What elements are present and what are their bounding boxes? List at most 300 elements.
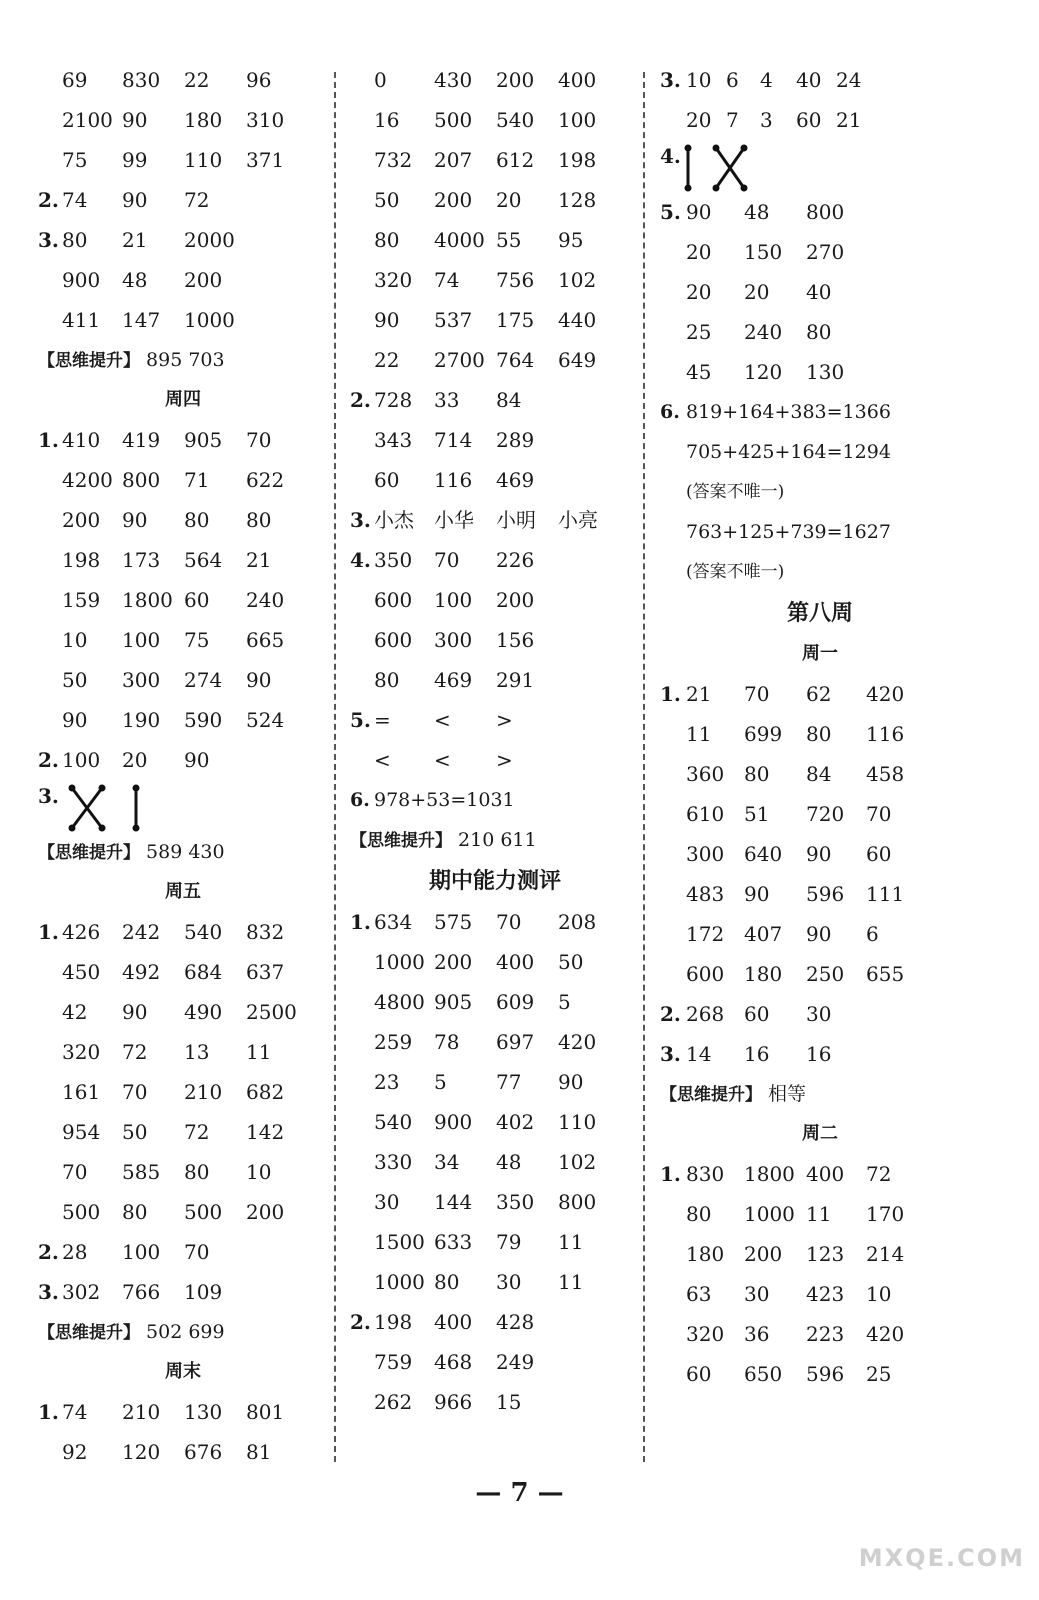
question-number: 6. bbox=[350, 789, 370, 811]
answer-value: 21 bbox=[686, 682, 712, 706]
answer-value: 80 bbox=[806, 722, 832, 746]
answer-row bbox=[350, 340, 640, 380]
question-number: 5. bbox=[350, 708, 371, 732]
answer-value: 80 bbox=[246, 508, 272, 532]
answer-value: 120 bbox=[744, 360, 783, 384]
answer-value: 10 bbox=[686, 68, 712, 92]
answer-value: 22 bbox=[184, 68, 210, 92]
answer-value: 180 bbox=[744, 962, 783, 986]
answer-value: 426 bbox=[62, 920, 101, 944]
answer-value: 33 bbox=[434, 388, 460, 412]
answer-value: 62 bbox=[806, 682, 832, 706]
section-heading: 第八周 bbox=[786, 600, 853, 626]
answer-value: 600 bbox=[374, 628, 413, 652]
answer-value: 100 bbox=[62, 748, 101, 772]
equation-row bbox=[660, 512, 980, 552]
answer-value: 400 bbox=[806, 1162, 845, 1186]
answer-value: 223 bbox=[806, 1322, 845, 1346]
answer-value: 249 bbox=[496, 1350, 535, 1374]
equation-text: 705+425+164=1294 bbox=[686, 441, 891, 463]
answer-value: 81 bbox=[246, 1440, 272, 1464]
answer-value: 2000 bbox=[184, 228, 235, 252]
answer-row bbox=[38, 1192, 328, 1232]
answer-row bbox=[38, 220, 328, 260]
answer-value: 24 bbox=[836, 68, 862, 92]
answer-value: 60 bbox=[184, 588, 210, 612]
day-heading: 周一 bbox=[802, 643, 838, 664]
answer-value: 300 bbox=[434, 628, 473, 652]
answer-value: 900 bbox=[62, 268, 101, 292]
answer-value: 20 bbox=[686, 240, 712, 264]
answer-value: 291 bbox=[496, 668, 535, 692]
answer-value: 156 bbox=[496, 628, 535, 652]
equation-text: 819+164+383=1366 bbox=[686, 401, 891, 423]
answer-value: 100 bbox=[122, 1240, 161, 1264]
answer-value: 714 bbox=[434, 428, 473, 452]
answer-value: 84 bbox=[806, 762, 832, 786]
answer-row bbox=[38, 740, 328, 780]
answer-row bbox=[660, 272, 980, 312]
answer-value: 419 bbox=[122, 428, 161, 452]
answer-column-3 bbox=[660, 60, 980, 1394]
answer-value: < bbox=[434, 748, 451, 772]
answer-row bbox=[350, 60, 640, 100]
answer-value: 540 bbox=[496, 108, 535, 132]
thinking-boost-tag: 【思维提升】 bbox=[350, 831, 452, 851]
answer-value: 48 bbox=[122, 268, 148, 292]
answer-value: 343 bbox=[374, 428, 413, 452]
answer-row bbox=[660, 954, 980, 994]
answer-value: 60 bbox=[796, 108, 822, 132]
answer-value: 242 bbox=[122, 920, 161, 944]
answer-value: 78 bbox=[434, 1030, 460, 1054]
thinking-boost-answer bbox=[38, 340, 328, 380]
answer-value: 210 bbox=[184, 1080, 223, 1104]
answer-value: 682 bbox=[246, 1080, 285, 1104]
answer-row bbox=[350, 300, 640, 340]
answer-value: 90 bbox=[122, 108, 148, 132]
answer-value: 小杰 bbox=[374, 508, 414, 532]
answer-value: 50 bbox=[374, 188, 400, 212]
answer-value: 830 bbox=[122, 68, 161, 92]
answer-value: 259 bbox=[374, 1030, 413, 1054]
answer-value: 240 bbox=[744, 320, 783, 344]
answer-value: 210 bbox=[122, 1400, 161, 1424]
answer-value: 575 bbox=[434, 910, 473, 934]
answer-value: 423 bbox=[806, 1282, 845, 1306]
answer-value: 70 bbox=[122, 1080, 148, 1104]
answer-value: 90 bbox=[62, 708, 88, 732]
answer-value: 966 bbox=[434, 1390, 473, 1414]
answer-value: 207 bbox=[434, 148, 473, 172]
answer-value: 90 bbox=[806, 922, 832, 946]
answer-value: 756 bbox=[496, 268, 535, 292]
answer-value: 612 bbox=[496, 148, 535, 172]
answer-row bbox=[38, 1032, 328, 1072]
answer-value: 420 bbox=[558, 1030, 597, 1054]
answer-value: 92 bbox=[62, 1440, 88, 1464]
answer-row bbox=[350, 500, 640, 540]
answer-value: 400 bbox=[496, 950, 535, 974]
answer-value: 468 bbox=[434, 1350, 473, 1374]
question-number: 2. bbox=[350, 1310, 371, 1334]
answer-value: 20 bbox=[686, 280, 712, 304]
day-heading: 周四 bbox=[165, 389, 201, 410]
answer-value: 161 bbox=[62, 1080, 101, 1104]
answer-value: 759 bbox=[374, 1350, 413, 1374]
answer-value: 800 bbox=[806, 200, 845, 224]
equation-row bbox=[660, 392, 980, 432]
answer-value: 25 bbox=[866, 1362, 892, 1386]
answer-value: 2500 bbox=[246, 1000, 297, 1024]
answer-value: 90 bbox=[246, 668, 272, 692]
answer-value: 400 bbox=[558, 68, 597, 92]
question-number: 3. bbox=[350, 508, 371, 532]
answer-value: 90 bbox=[686, 200, 712, 224]
answer-value: 650 bbox=[744, 1362, 783, 1386]
answer-row bbox=[38, 260, 328, 300]
thinking-boost-tag: 【思维提升】 bbox=[38, 843, 140, 863]
answer-row bbox=[350, 140, 640, 180]
answer-value: 458 bbox=[866, 762, 905, 786]
answer-row bbox=[660, 834, 980, 874]
answer-value: 1500 bbox=[374, 1230, 425, 1254]
answer-row bbox=[38, 420, 328, 460]
answer-value: 60 bbox=[374, 468, 400, 492]
answer-row bbox=[350, 180, 640, 220]
answer-value: 1000 bbox=[184, 308, 235, 332]
answer-row bbox=[350, 902, 640, 942]
answer-value: 490 bbox=[184, 1000, 223, 1024]
equation-row bbox=[660, 432, 980, 472]
answer-value: 500 bbox=[62, 1200, 101, 1224]
answer-value: 70 bbox=[246, 428, 272, 452]
answer-value: 55 bbox=[496, 228, 522, 252]
answer-value: 123 bbox=[806, 1242, 845, 1266]
answer-value: 637 bbox=[246, 960, 285, 984]
answer-row bbox=[38, 912, 328, 952]
answer-row bbox=[350, 1022, 640, 1062]
answer-value: 676 bbox=[184, 1440, 223, 1464]
answer-value: 1000 bbox=[744, 1202, 795, 1226]
answer-row bbox=[660, 312, 980, 352]
answer-value: 72 bbox=[866, 1162, 892, 1186]
answer-row bbox=[350, 1142, 640, 1182]
answer-value: 90 bbox=[558, 1070, 584, 1094]
thinking-boost-tag: 【思维提升】 bbox=[660, 1085, 762, 1105]
answer-value: 180 bbox=[686, 1242, 725, 1266]
answer-value: 20 bbox=[686, 108, 712, 132]
answer-row bbox=[660, 1034, 980, 1074]
answer-value: 5 bbox=[558, 990, 571, 1014]
matching-lines-icon bbox=[682, 144, 792, 192]
answer-value: 109 bbox=[184, 1280, 223, 1304]
answer-value: 492 bbox=[122, 960, 161, 984]
answer-value: 20 bbox=[496, 188, 522, 212]
answer-value: 90 bbox=[122, 1000, 148, 1024]
answer-value: 720 bbox=[806, 802, 845, 826]
answer-value: 50 bbox=[558, 950, 584, 974]
answer-value: 80 bbox=[374, 668, 400, 692]
answer-value: 540 bbox=[184, 920, 223, 944]
answer-value: 30 bbox=[496, 1270, 522, 1294]
answer-row bbox=[660, 1194, 980, 1234]
answer-value: 90 bbox=[122, 508, 148, 532]
answer-value: 0 bbox=[374, 68, 387, 92]
answer-row bbox=[350, 220, 640, 260]
answer-value: 11 bbox=[558, 1270, 584, 1294]
answer-value: 649 bbox=[558, 348, 597, 372]
answer-row bbox=[660, 1354, 980, 1394]
answer-value: 84 bbox=[496, 388, 522, 412]
answer-value: 10 bbox=[246, 1160, 272, 1184]
question-number: 3. bbox=[38, 228, 59, 252]
answer-value: 564 bbox=[184, 548, 223, 572]
question-number: 1. bbox=[38, 428, 59, 452]
answer-value: 100 bbox=[122, 628, 161, 652]
answer-value: 7 bbox=[726, 108, 739, 132]
answer-value: 75 bbox=[62, 148, 88, 172]
answer-value: 407 bbox=[744, 922, 783, 946]
answer-value: 430 bbox=[434, 68, 473, 92]
answer-value: 483 bbox=[686, 882, 725, 906]
answer-value: 622 bbox=[246, 468, 285, 492]
answer-row bbox=[660, 1154, 980, 1194]
answer-value: 111 bbox=[866, 882, 905, 906]
answer-value: 600 bbox=[686, 962, 725, 986]
answer-value: 198 bbox=[62, 548, 101, 572]
equation-row bbox=[350, 780, 640, 820]
answer-value: 40 bbox=[796, 68, 822, 92]
answer-row bbox=[350, 460, 640, 500]
answer-value: 2700 bbox=[434, 348, 485, 372]
answer-value: 440 bbox=[558, 308, 597, 332]
answer-value: 100 bbox=[558, 108, 597, 132]
answer-value: 596 bbox=[806, 1362, 845, 1386]
answer-value: 801 bbox=[246, 1400, 285, 1424]
answer-value: 1800 bbox=[744, 1162, 795, 1186]
thinking-boost-answer bbox=[660, 1074, 980, 1114]
answer-value: 15 bbox=[496, 1390, 522, 1414]
answer-value: 500 bbox=[184, 1200, 223, 1224]
answer-value: 80 bbox=[806, 320, 832, 344]
answer-value: 95 bbox=[558, 228, 584, 252]
answer-row bbox=[38, 660, 328, 700]
answer-value: 954 bbox=[62, 1120, 101, 1144]
answer-row bbox=[38, 952, 328, 992]
answer-row bbox=[38, 500, 328, 540]
answer-value: 48 bbox=[744, 200, 770, 224]
answer-value: 302 bbox=[62, 1280, 101, 1304]
thinking-boost-value: 895 703 bbox=[140, 349, 225, 371]
answer-value: 371 bbox=[246, 148, 285, 172]
answer-value: 732 bbox=[374, 148, 413, 172]
answer-row bbox=[350, 942, 640, 982]
answer-value: 402 bbox=[496, 1110, 535, 1134]
answer-value: 4 bbox=[760, 68, 773, 92]
answer-value: 764 bbox=[496, 348, 535, 372]
question-number: 3. bbox=[38, 1280, 59, 1304]
question-number: 1. bbox=[660, 682, 681, 706]
answer-value: 310 bbox=[246, 108, 285, 132]
thinking-boost-value: 589 430 bbox=[140, 841, 225, 863]
answer-column-1 bbox=[38, 60, 328, 1472]
question-number: 1. bbox=[38, 1400, 59, 1424]
answer-row bbox=[38, 1432, 328, 1472]
question-number: 3. bbox=[660, 68, 681, 92]
question-number: 1. bbox=[350, 910, 371, 934]
answer-value: 728 bbox=[374, 388, 413, 412]
answer-value: 320 bbox=[374, 268, 413, 292]
answer-value: 60 bbox=[686, 1362, 712, 1386]
answer-value: 75 bbox=[184, 628, 210, 652]
answer-value: 537 bbox=[434, 308, 473, 332]
day-heading: 周二 bbox=[802, 1123, 838, 1144]
answer-row bbox=[38, 460, 328, 500]
answer-value: 74 bbox=[434, 268, 460, 292]
answer-value: 小华 bbox=[434, 508, 474, 532]
answer-value: 469 bbox=[496, 468, 535, 492]
answer-row bbox=[350, 1062, 640, 1102]
question-number: 2. bbox=[38, 748, 59, 772]
answer-value: 240 bbox=[246, 588, 285, 612]
answer-row bbox=[350, 1342, 640, 1382]
answer-row bbox=[350, 100, 640, 140]
matching-answer bbox=[660, 140, 980, 192]
answer-value: 270 bbox=[806, 240, 845, 264]
answer-row bbox=[38, 1152, 328, 1192]
answer-value: 10 bbox=[866, 1282, 892, 1306]
answer-value: 20 bbox=[744, 280, 770, 304]
answer-value: < bbox=[374, 748, 391, 772]
answer-value: 289 bbox=[496, 428, 535, 452]
answer-value: 60 bbox=[866, 842, 892, 866]
answer-row bbox=[660, 232, 980, 272]
answer-value: 77 bbox=[496, 1070, 522, 1094]
answer-value: 469 bbox=[434, 668, 473, 692]
answer-value: 36 bbox=[744, 1322, 770, 1346]
answer-value: 2100 bbox=[62, 108, 113, 132]
answer-value: 300 bbox=[686, 842, 725, 866]
answer-row bbox=[350, 740, 640, 780]
answer-value: 320 bbox=[62, 1040, 101, 1064]
answer-value: 25 bbox=[686, 320, 712, 344]
answer-value: 50 bbox=[62, 668, 88, 692]
answer-value: 200 bbox=[496, 68, 535, 92]
answer-value: 63 bbox=[686, 1282, 712, 1306]
answer-value: 90 bbox=[374, 308, 400, 332]
answer-value: = bbox=[374, 708, 391, 732]
answer-value: 小明 bbox=[496, 508, 536, 532]
answer-value: 90 bbox=[806, 842, 832, 866]
answer-value: 600 bbox=[374, 588, 413, 612]
matching-lines-icon bbox=[60, 784, 170, 832]
answer-value: 640 bbox=[744, 842, 783, 866]
answer-row bbox=[38, 700, 328, 740]
answer-value: 13 bbox=[184, 1040, 210, 1064]
answer-value: 262 bbox=[374, 1390, 413, 1414]
answer-value: 72 bbox=[184, 1120, 210, 1144]
answer-value: 585 bbox=[122, 1160, 161, 1184]
answer-value: 80 bbox=[122, 1200, 148, 1224]
answer-value: 200 bbox=[434, 188, 473, 212]
answer-value: 21 bbox=[836, 108, 862, 132]
answer-value: 50 bbox=[122, 1120, 148, 1144]
answer-value: 90 bbox=[744, 882, 770, 906]
answer-value: 411 bbox=[62, 308, 101, 332]
answer-value: 71 bbox=[184, 468, 210, 492]
answer-value: 34 bbox=[434, 1150, 460, 1174]
answer-value: 200 bbox=[496, 588, 535, 612]
answer-value: 665 bbox=[246, 628, 285, 652]
answer-value: 74 bbox=[62, 1400, 88, 1424]
answer-value: 102 bbox=[558, 1150, 597, 1174]
answer-value: 21 bbox=[122, 228, 148, 252]
answer-value: 609 bbox=[496, 990, 535, 1014]
answer-value: 70 bbox=[496, 910, 522, 934]
answer-row bbox=[38, 300, 328, 340]
day-heading: 周末 bbox=[165, 1361, 201, 1382]
answer-value: 90 bbox=[184, 748, 210, 772]
answer-value: 524 bbox=[246, 708, 285, 732]
answer-value: < bbox=[434, 708, 451, 732]
answer-row bbox=[350, 620, 640, 660]
thinking-boost-value: 502 699 bbox=[140, 1321, 225, 1343]
answer-value: 21 bbox=[246, 548, 272, 572]
question-number: 4. bbox=[660, 144, 681, 168]
answer-row bbox=[660, 714, 980, 754]
answer-value: 1000 bbox=[374, 950, 425, 974]
answer-row bbox=[350, 260, 640, 300]
answer-value: 14 bbox=[686, 1042, 712, 1066]
thinking-boost-answer bbox=[38, 1312, 328, 1352]
answer-value: 832 bbox=[246, 920, 285, 944]
thinking-boost-answer bbox=[350, 820, 640, 860]
answer-value: 150 bbox=[744, 240, 783, 264]
answer-value: 小亮 bbox=[558, 508, 598, 532]
answer-value: 72 bbox=[122, 1040, 148, 1064]
question-number: 3. bbox=[38, 784, 59, 808]
answer-value: 3 bbox=[760, 108, 773, 132]
answer-row bbox=[350, 1222, 640, 1262]
answer-value: 200 bbox=[184, 268, 223, 292]
answer-value: 16 bbox=[374, 108, 400, 132]
answer-value: 428 bbox=[496, 1310, 535, 1334]
answer-value: 16 bbox=[806, 1042, 832, 1066]
answer-row bbox=[38, 1232, 328, 1272]
answer-value: 110 bbox=[184, 148, 223, 172]
answer-value: 190 bbox=[122, 708, 161, 732]
answer-row bbox=[660, 1234, 980, 1274]
page-number: — 7 — bbox=[475, 1478, 564, 1508]
answer-value: 200 bbox=[62, 508, 101, 532]
column-divider bbox=[334, 72, 336, 1462]
question-number: 2. bbox=[350, 388, 371, 412]
question-number: 1. bbox=[660, 1162, 681, 1186]
answer-value: 350 bbox=[496, 1190, 535, 1214]
answer-value: 540 bbox=[374, 1110, 413, 1134]
answer-value: 70 bbox=[62, 1160, 88, 1184]
answer-value: 48 bbox=[496, 1150, 522, 1174]
equation-text: 763+125+739=1627 bbox=[686, 521, 891, 543]
answer-value: 420 bbox=[866, 1322, 905, 1346]
answer-row bbox=[350, 1302, 640, 1342]
answer-value: 4200 bbox=[62, 468, 113, 492]
answer-value: 69 bbox=[62, 68, 88, 92]
answer-value: 360 bbox=[686, 762, 725, 786]
answer-value: 80 bbox=[62, 228, 88, 252]
answer-row bbox=[38, 100, 328, 140]
